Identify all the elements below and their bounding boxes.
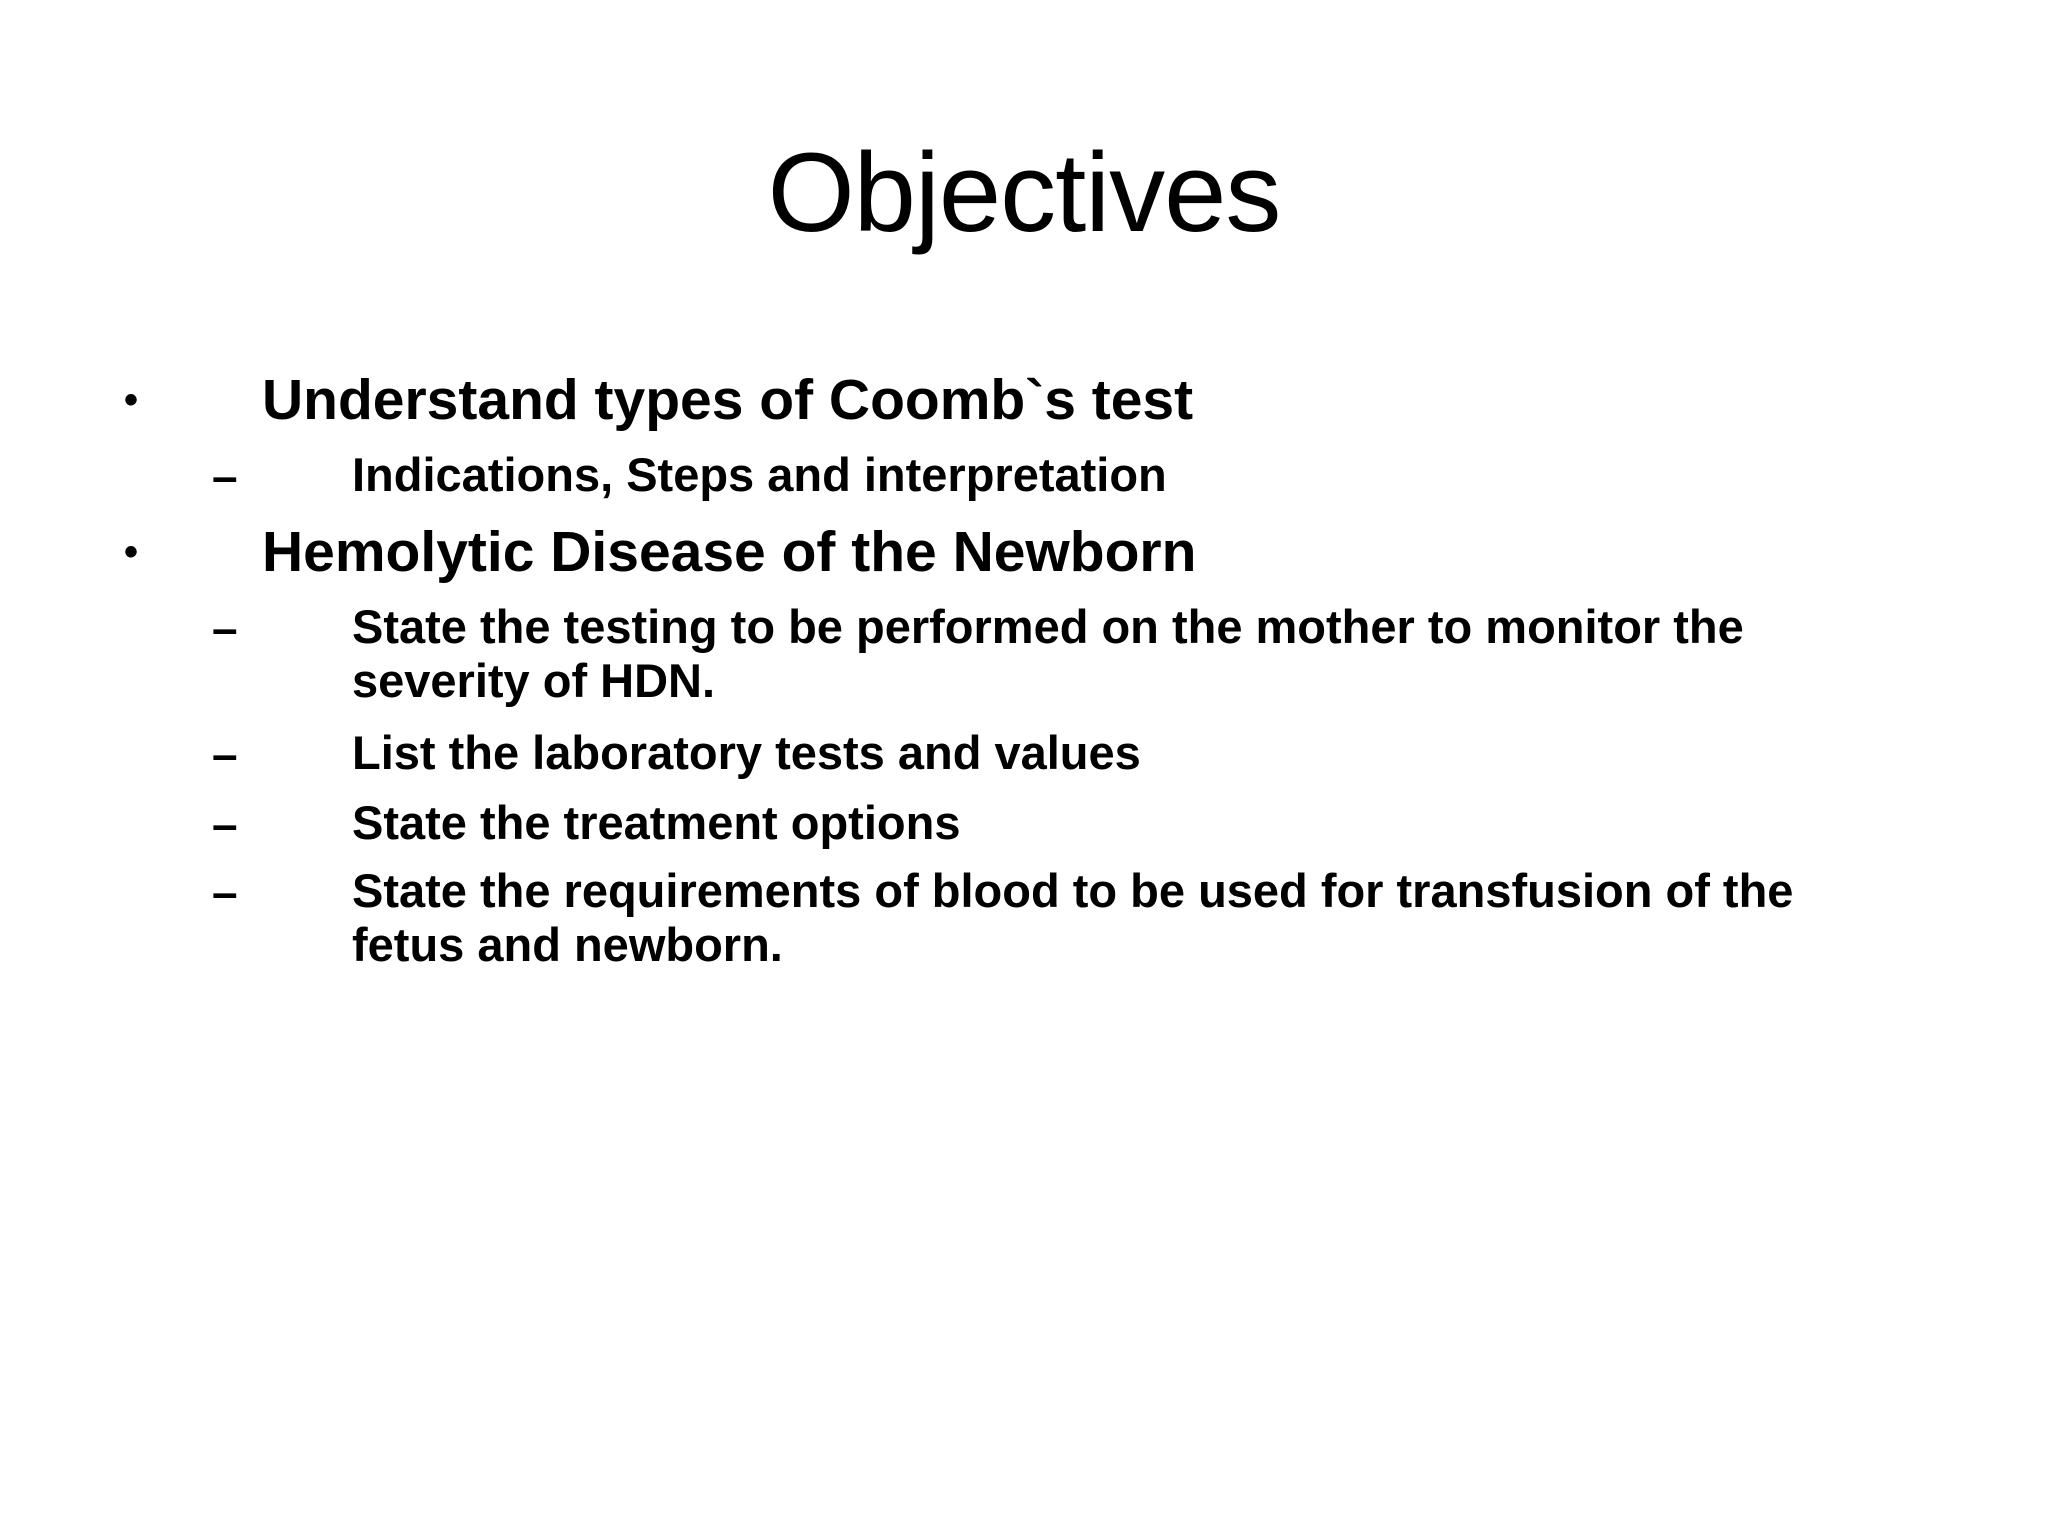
slide-title: Objectives [767,130,1281,255]
bullet-text: Hemolytic Disease of the Newborn [262,520,1197,584]
bullet-text: Understand types of Coomb`s test [262,368,1194,432]
dash-marker: – [212,450,238,502]
dash-marker: – [212,728,238,780]
dash-marker: – [212,602,238,654]
bullet-marker: • [124,378,139,422]
dash-marker: – [212,798,238,850]
subitem-text: State the testing to be performed on the mother to monitor the severity of HDN. [352,600,1744,707]
subitem-text: State the treatment options [352,796,961,849]
subitem-text: State the requirements of blood to be used for transfusion of the fetus and newborn. [352,864,1794,971]
dash-marker: – [212,866,238,918]
bullet-marker: • [124,530,139,574]
subitem-text: Indications, Steps and interpretation [352,448,1167,501]
subitem-text: List the laboratory tests and values [352,726,1141,779]
